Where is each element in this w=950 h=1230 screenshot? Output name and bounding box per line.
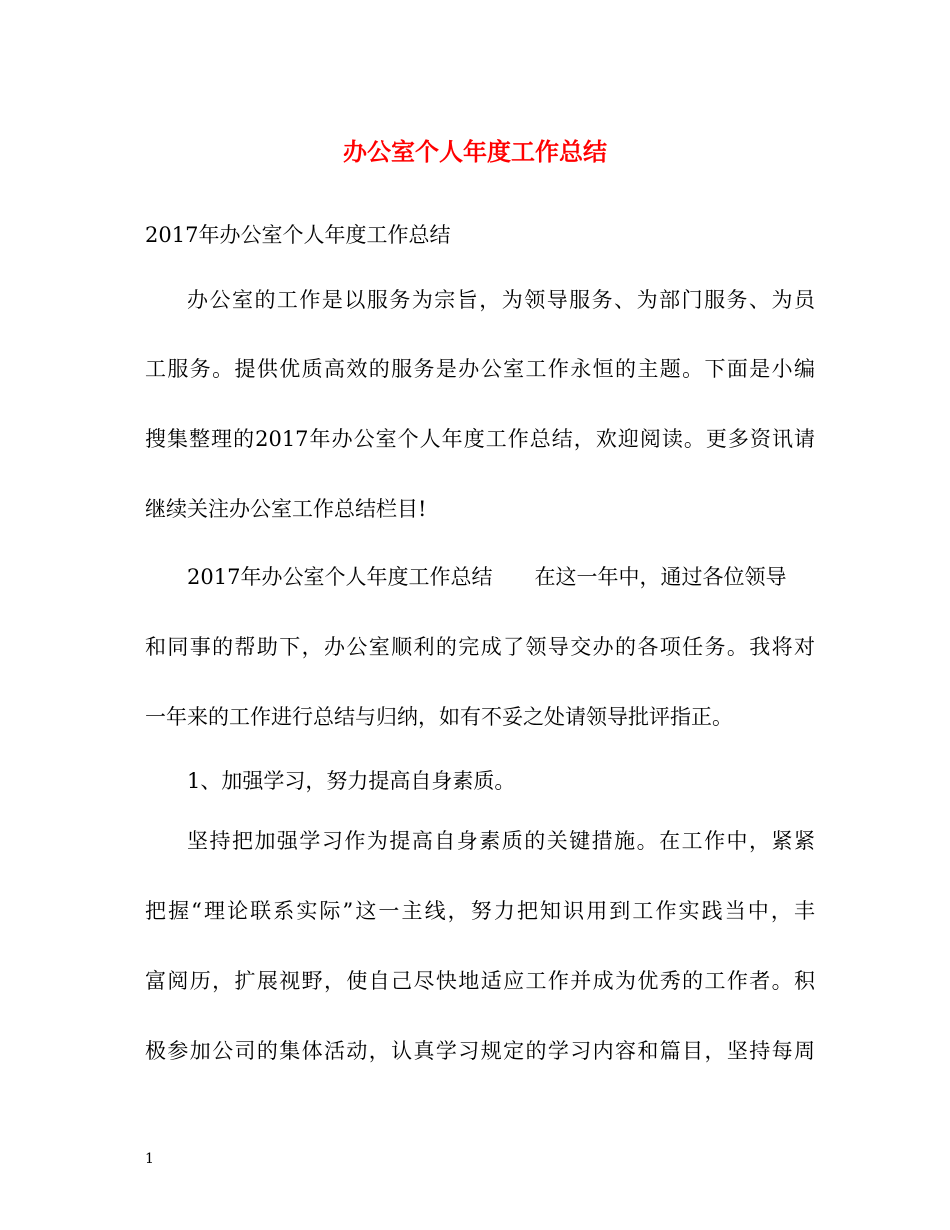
paragraph-line: 2017年办公室个人年度工作总结 在这一年中，通过各位领导 (187, 565, 787, 589)
paragraph-line: 把握“理论联系实际”这一主线，努力把知识用到工作实践当中，丰 (145, 899, 815, 923)
paragraph-line: 坚持把加强学习作为提高自身素质的关键措施。在工作中，紧紧 (187, 829, 815, 853)
document-subtitle: 2017年办公室个人年度工作总结 (145, 223, 451, 247)
paragraph-line: 工服务。提供优质高效的服务是办公室工作永恒的主题。下面是小编 (145, 357, 815, 381)
paragraph-line: 富阅历，扩展视野，使自己尽快地适应工作并成为优秀的工作者。积 (145, 969, 815, 993)
paragraph-line: 一年来的工作进行总结与归纳，如有不妥之处请领导批评指正。 (145, 705, 733, 729)
paragraph-line: 和同事的帮助下，办公室顺利的完成了领导交办的各项任务。我将对 (145, 635, 815, 659)
paragraph-line: 继续关注办公室工作总结栏目! (145, 497, 427, 521)
paragraph-line: 搜集整理的2017年办公室个人年度工作总结，欢迎阅读。更多资讯请 (145, 427, 815, 451)
page-number: 1 (145, 1151, 154, 1167)
paragraph-line: 极参加公司的集体活动，认真学习规定的学习内容和篇目，坚持每周 (145, 1039, 815, 1063)
section-heading: 1、加强学习，努力提高自身素质。 (187, 769, 516, 793)
document-title: 办公室个人年度工作总结 (343, 137, 607, 166)
paragraph-line: 办公室的工作是以服务为宗旨，为领导服务、为部门服务、为员 (187, 288, 815, 312)
